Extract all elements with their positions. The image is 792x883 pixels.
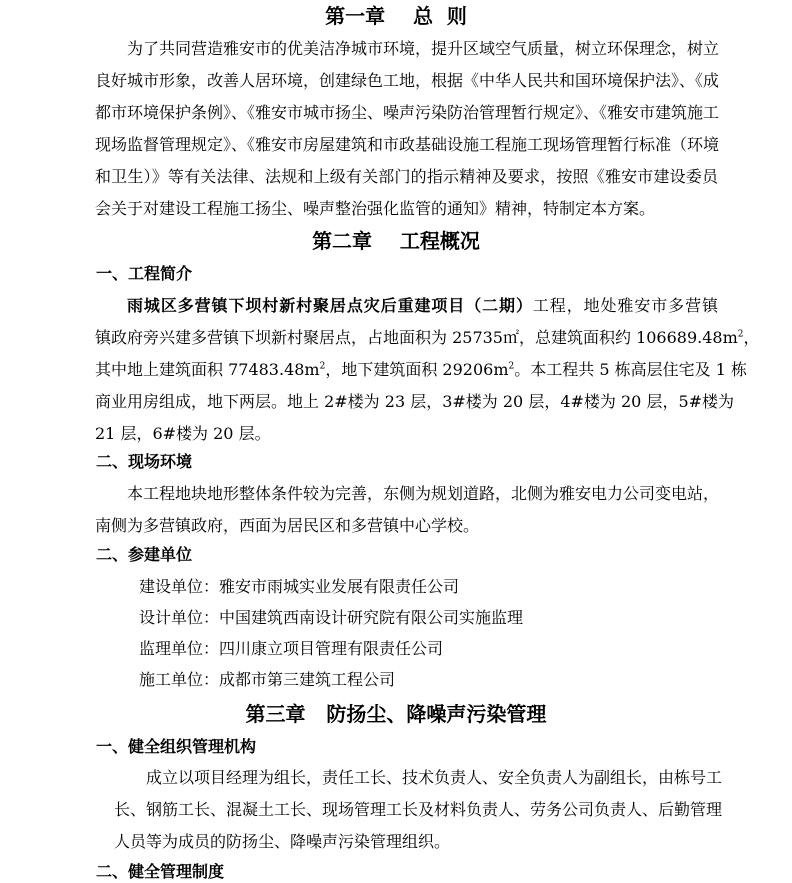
section-site-environment-heading: 二、现场环境: [96, 452, 193, 471]
unit-supervision: 监理单位：四川康立项目管理有限责任公司: [139, 639, 444, 658]
superscript: 2: [319, 361, 326, 372]
section-organization-heading: 一、健全组织管理机构: [96, 737, 257, 756]
section-participants-heading: 二、参建单位: [96, 545, 193, 564]
organization-line-2: 长、钢筋工长、混凝土工长、现场管理工长及材料负责人、劳务公司负责人、后勤管理: [114, 800, 723, 819]
unit-contractor: 施工单位：成都市第三建筑工程公司: [139, 670, 396, 689]
superscript: 2: [737, 329, 744, 340]
project-intro-line-2: [95, 327, 760, 349]
chapter-1-para-line-6: 会关于对建设工程施工扬尘、噪声整治强化监管的通知》精神，特制定本方案。: [95, 199, 656, 218]
chapter-2-title: 第二章 工程概况: [312, 229, 480, 253]
project-name: 雨城区多营镇下坝村新村聚居点灾后重建项目（二期）: [127, 296, 533, 315]
organization-line-1: 成立以项目经理为组长，责任工长、技术负责人、安全负责人为副组长，由栋号工: [146, 768, 723, 787]
project-intro-line-3-text-b: ，地下建筑面积 29206m: [325, 360, 509, 379]
chapter-1-para-line-5: 和卫生）》等有关法律、法规和上级有关部门的指示精神及要求，按照《雅安市建设委员: [95, 167, 718, 186]
project-intro-line-5: 21 层，6#楼为 20 层。: [95, 424, 271, 443]
project-intro-line-2-text: 镇政府旁兴建多营镇下坝新村聚居点，占地面积为 25735㎡，总建筑面积约 106689.48m: [95, 328, 738, 347]
site-environment-line-1: 本工程地块地形整体条件较为完善，东侧为规划道路，北侧为雅安电力公司变电站，: [127, 484, 720, 503]
unit-construction: 建设单位：雅安市雨城实业发展有限责任公司: [139, 577, 460, 596]
project-intro-line-3-text-a: 其中地上建筑面积 77483.48m: [95, 360, 320, 379]
project-intro-line-3-text-c: 。本工程共 5 栋高层住宅及 1 栋: [514, 360, 747, 379]
project-intro-line-3: [95, 359, 747, 381]
section-management-system-heading: 二、健全管理制度: [96, 862, 225, 881]
superscript: 2: [508, 361, 515, 372]
organization-line-3: 人员等为成员的防扬尘、降噪声污染管理组织。: [114, 832, 451, 851]
chapter-1-para-line-2: 良好城市形象，改善人居环境，创建绿色工地，根据《中华人民共和国环境保护法》、《成: [95, 71, 720, 90]
site-environment-line-2: 南侧为多营镇政府，西面为居民区和多营镇中心学校。: [95, 516, 480, 535]
chapter-1-para-line-3: 都市环境保护条例》、《雅安市城市扬尘、噪声污染防治管理暂行规定》、《雅安市建筑施工: [95, 103, 720, 122]
project-intro-line-4: 商业用房组成，地下两层。地上 2#楼为 23 层，3#楼为 20 层，4#楼为 20 层，5#楼为: [95, 392, 735, 411]
unit-design: 设计单位：中国建筑西南设计研究院有限公司实施监理: [139, 608, 524, 627]
project-intro-line-1: [127, 295, 718, 317]
chapter-1-title: 第一章 总 则: [325, 4, 467, 28]
chapter-1-para-line-4: 现场监督管理规定》、《雅安市房屋建筑和市政基础设施工程施工现场管理暂行标准（环境: [95, 135, 720, 154]
chapter-3-title: 第三章 防扬尘、降噪声污染管理: [245, 702, 547, 726]
section-project-intro-heading: 一、工程简介: [96, 264, 193, 283]
chapter-1-para-line-1: 为了共同营造雅安市的优美洁净城市环境，提升区域空气质量，树立环保理念，树立: [127, 39, 720, 58]
project-intro-line-2-end: ，: [743, 328, 760, 347]
project-intro-line-1-rest: 工程，地处雅安市多营镇: [532, 296, 718, 315]
